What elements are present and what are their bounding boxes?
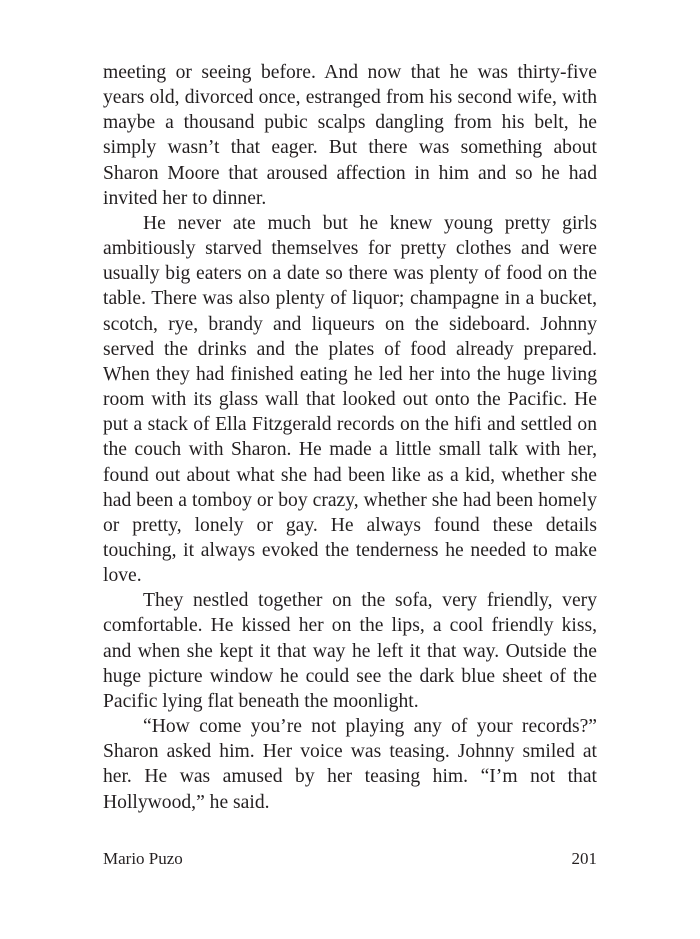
page-footer [103, 848, 597, 870]
page-body [103, 60, 597, 815]
paragraph: He never ate much but he knew young pretty girls ambitiously starved themselves for pretty clothes and were usually big eaters on a date so there was plenty of food on the table. There was also plenty of liquor; champagne in a bucket, scotch, rye, brandy and liqueurs on the sideboard. Johnny served the drinks and the plates of food already prepared. When they had finished eating he led her into the huge living room with its glass wall that looked out onto the Pacific. He put a stack of Ella Fitzgerald records on the hifi and settled on the couch with Sharon. He made a little small talk with her, found out about what she had been like as a kid, whether she had been a tomboy or boy crazy, whether she had been homely or pretty, lonely or gay. He always found these details touching, it always evoked the tenderness he needed to make love. [103, 212, 597, 587]
footer-author: Mario Puzo [103, 849, 183, 868]
page-number: 201 [571, 849, 597, 868]
paragraph: They nestled together on the sofa, very friendly, very comfortable. He kissed her on the lips, a cool friendly kiss, and when she kept it that way he left it that way. Outside the huge picture window he could see the dark blue sheet of the Pacific lying flat beneath the moonlight. [103, 590, 597, 712]
paragraph: “How come you’re not playing any of your records?” Sharon asked him. Her voice was teasing. Johnny smiled at her. He was amused by her teasing him. “I’m not that Hollywood,” he said. [103, 716, 597, 813]
paragraph: meeting or seeing before. And now that he was thirty-five years old, divorced once, estranged from his second wife, with maybe a thousand pubic scalps dangling from his belt, he simply wasn’t that eager. But there was something about Sharon Moore that aroused affection in him and so he had invited her to dinner. [103, 62, 597, 209]
